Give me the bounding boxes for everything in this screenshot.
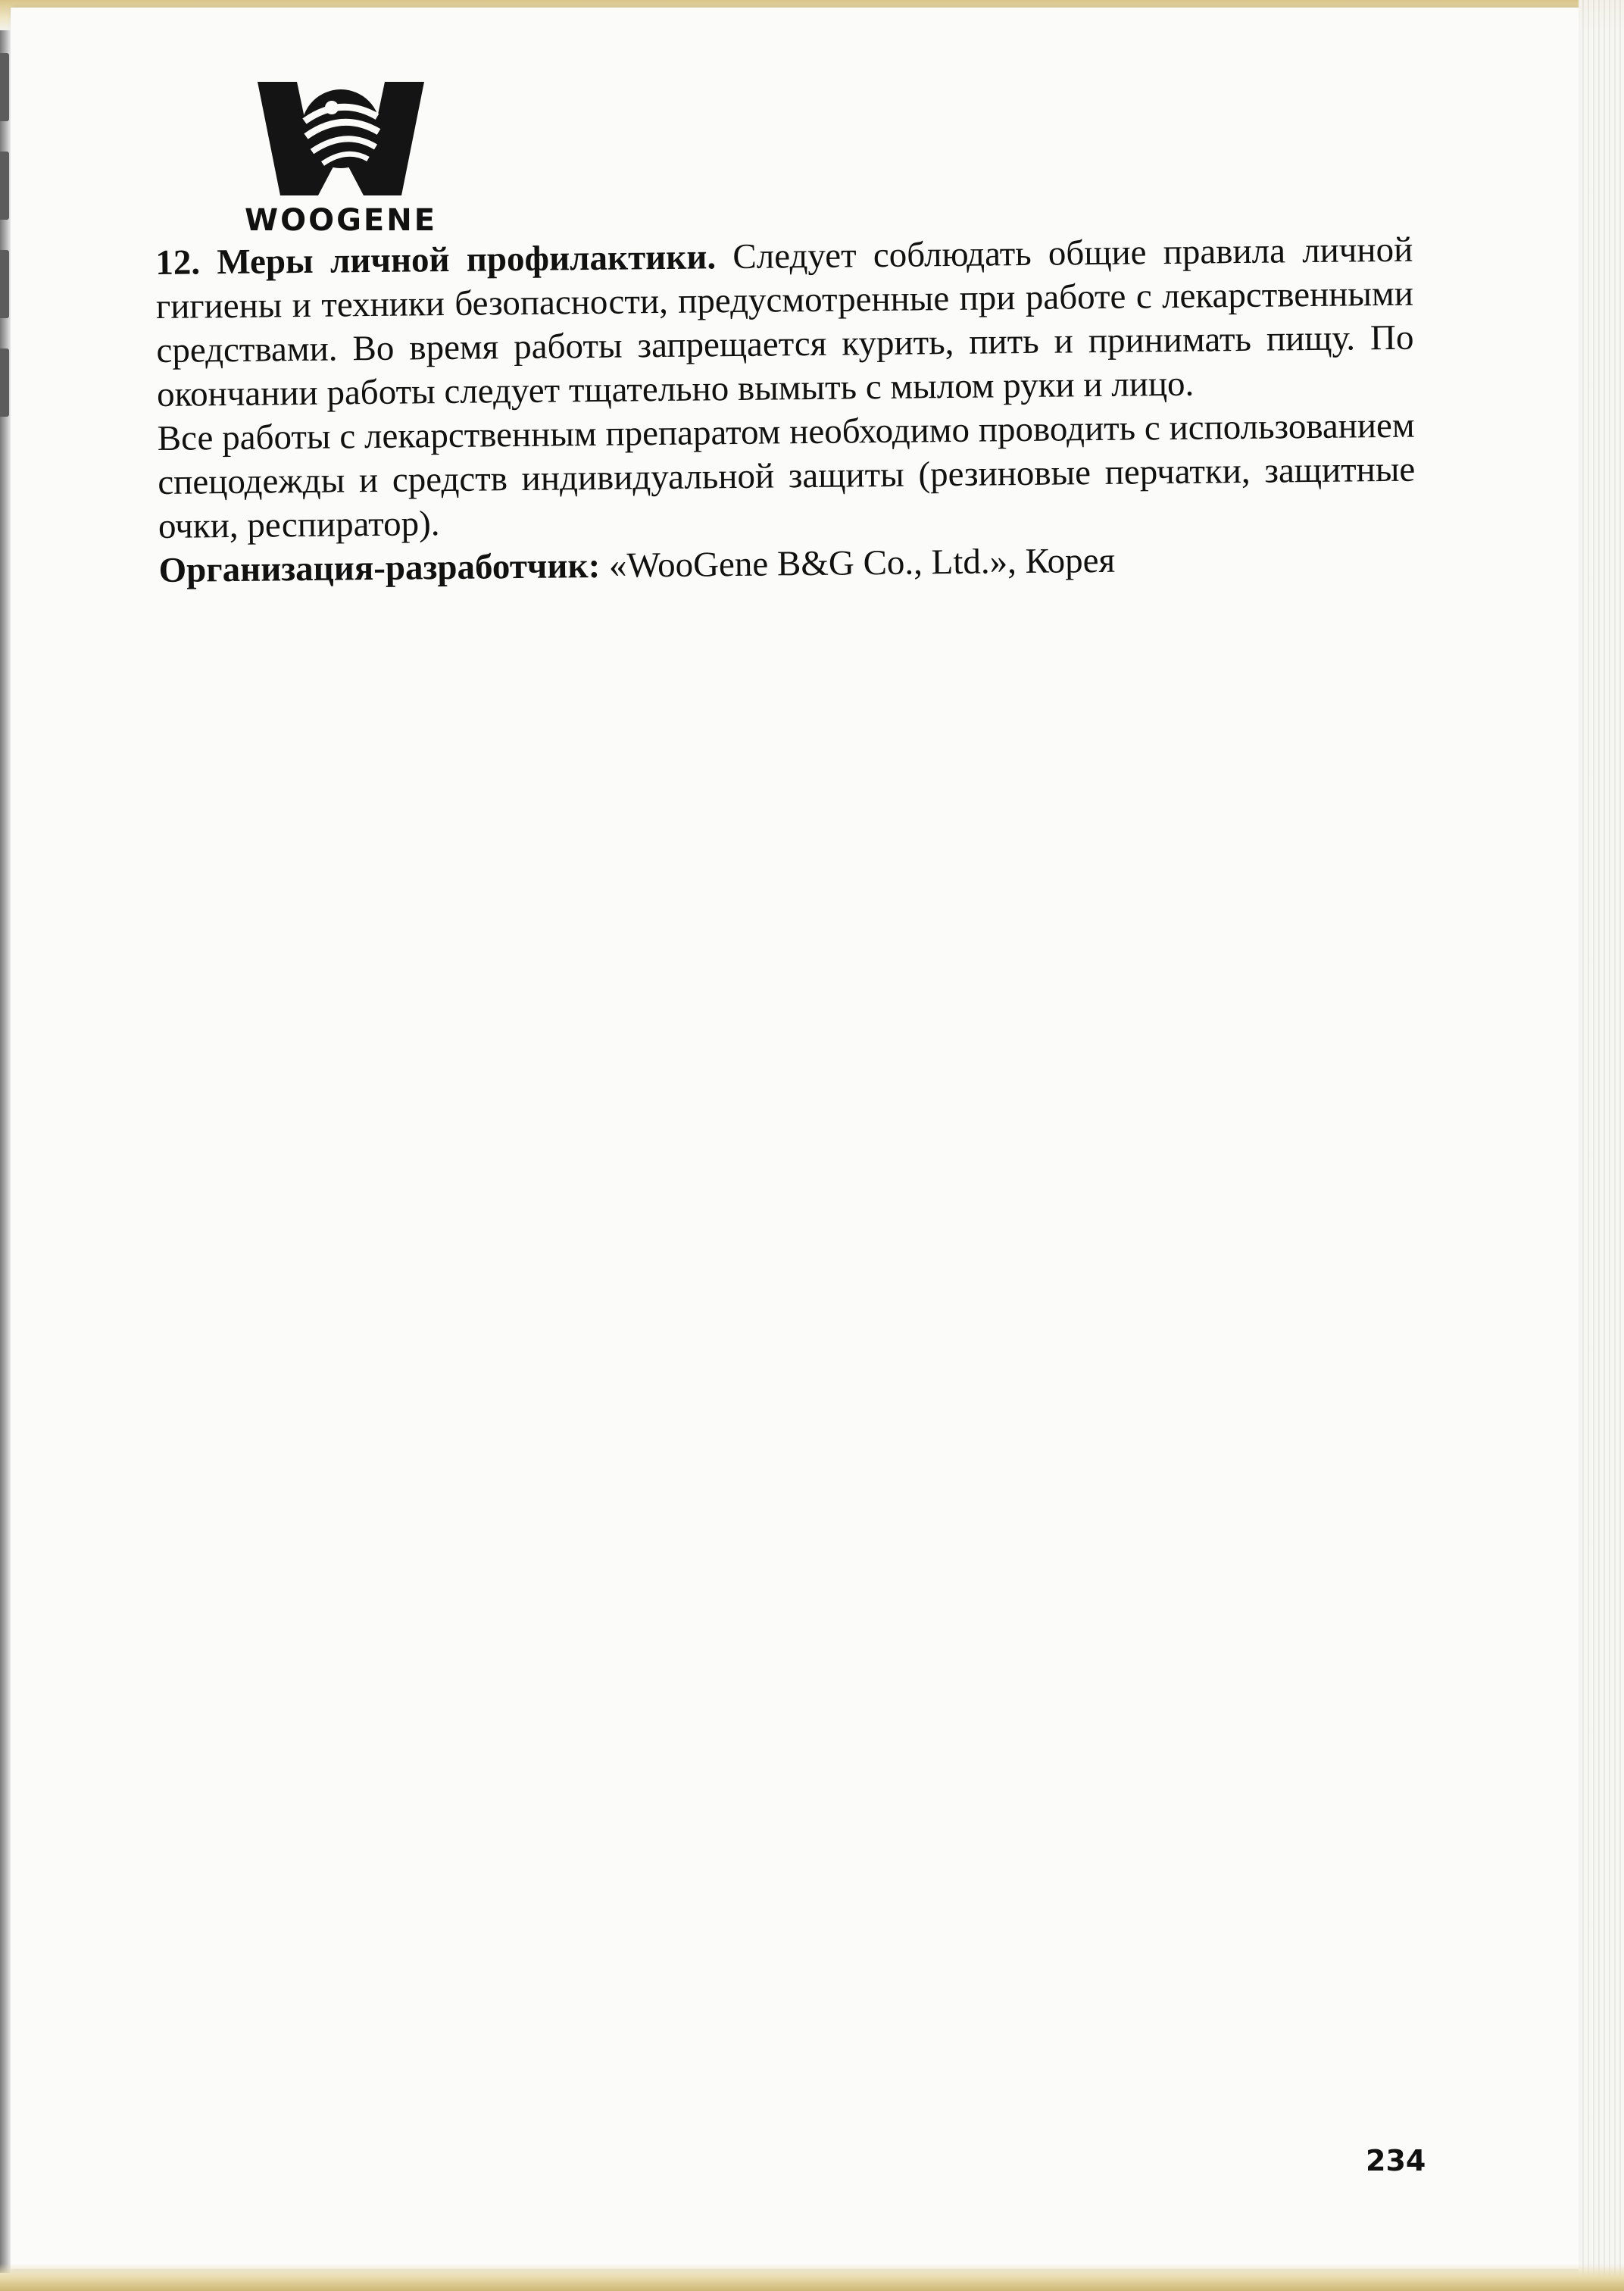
document-body (155, 228, 1416, 592)
desk-background-bottom (0, 2264, 1624, 2291)
company-logo (227, 82, 454, 239)
developer-label: Организация-разработчик: (158, 545, 601, 590)
page-stack-edge (1579, 0, 1624, 2291)
developer-value: «WooGene B&G Co., Ltd.», Корея (608, 540, 1116, 586)
page-number: 234 (1366, 2144, 1426, 2177)
binder-tab (0, 348, 9, 417)
section-12-heading: 12. Меры личной профилактики. (155, 237, 717, 283)
woogene-logo-icon (258, 82, 424, 195)
binder-tab (0, 152, 9, 220)
binder-tab (0, 53, 9, 121)
protection-paragraph: Все работы с лекарственным препаратом необходимо проводить с использованием спецодежды и средств индивидуальной защиты (резиновые перчатки, защитные очки, респиратор). (157, 405, 1416, 546)
binder-tab (0, 250, 9, 318)
section-12-text: Следует соблюдать общие правила личной гигиены и техники безопасности, предусмотренные при работе с лекарственными средствами. Во время работы запрещается курить, пить и принимать пищу. По окончании работы следует тщательно вымыть с мылом руки и лицо. (155, 230, 1414, 414)
section-12-paragraph (155, 228, 1414, 417)
logo-brand-text: WOOGENE (244, 203, 438, 238)
